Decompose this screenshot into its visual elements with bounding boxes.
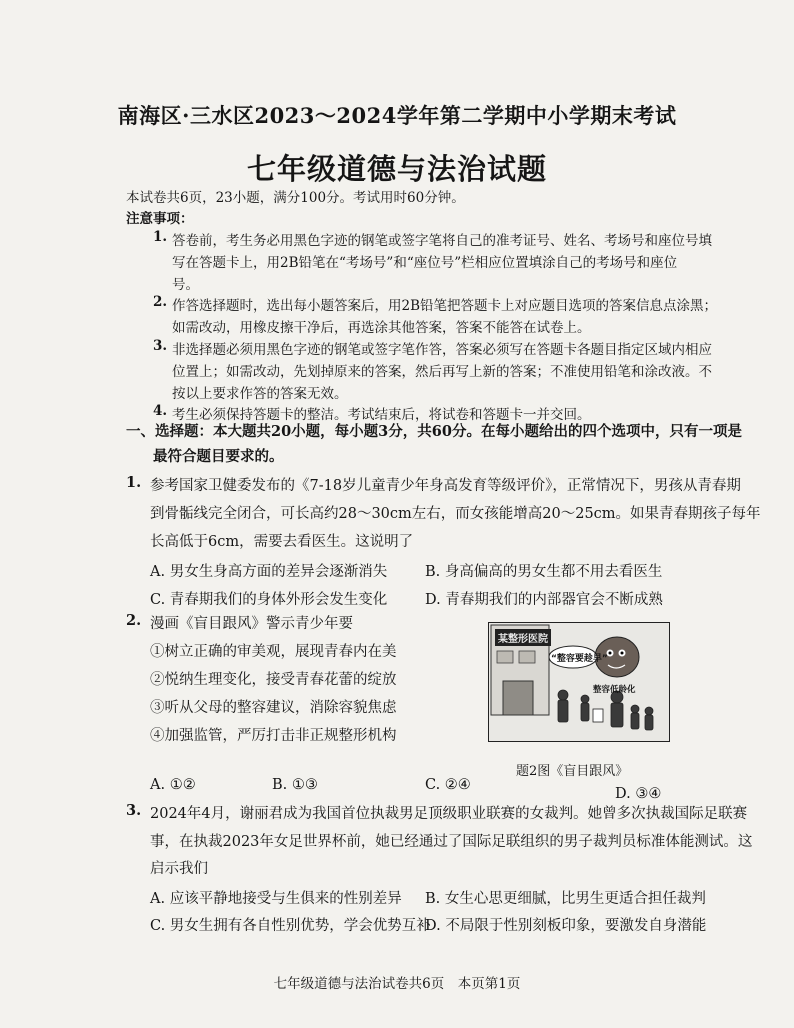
note-number: 3. xyxy=(153,338,168,354)
q3-number: 3. xyxy=(126,802,142,819)
q3-stem-line: 启示我们 xyxy=(150,861,208,877)
q3-stem-line: 事，在执裁2023年女足世界杯前，她已经通过了国际足联组织的男子裁判员标准体能测试。这 xyxy=(150,834,753,850)
q2-stem: 漫画《盲目跟风》警示青少年要 xyxy=(150,616,353,632)
q2-option-a[interactable]: A. ①② xyxy=(150,777,196,793)
note-number: 2. xyxy=(153,294,168,311)
q2-item: ②悦纳生理变化，接受青春花蕾的绽放 xyxy=(150,672,397,688)
note-text: 考生必须保持答题卡的整洁。考试结束后，将试卷和答题卡一并交回。 xyxy=(172,407,591,424)
note-text: 位置上；如需改动，先划掉原来的答案，然后再写上新的答案；不准使用铅笔和涂改液。不 xyxy=(172,363,712,380)
q1-option-d[interactable]: D. 青春期我们的内部器官会不断成熟 xyxy=(425,592,663,608)
page-footer: 七年级道德与法治试卷共6页 本页第1页 xyxy=(273,976,521,992)
q1-option-b[interactable]: B. 身高偏高的男女生都不用去看医生 xyxy=(425,564,663,580)
q3-stem-line: 2024年4月，谢丽君成为我国首位执裁男足顶级职业联赛的女裁判。她曾多次执裁国际足联赛 xyxy=(150,806,748,822)
note-number: 4. xyxy=(153,403,168,420)
q1-stem-line: 长高低于6cm，需要去看医生。这说明了 xyxy=(150,534,414,550)
notes-heading: 注意事项： xyxy=(126,211,194,227)
q2-option-c[interactable]: C. ②④ xyxy=(425,777,471,793)
cartoon-figure xyxy=(488,622,670,742)
cartoon-tag: 整容低龄化 xyxy=(593,685,636,695)
q1-stem-line: 到骨骺线完全闭合，可长高约28～30cm左右，而女孩能增高20～25cm。如果青春期孩子每年 xyxy=(150,506,761,522)
q1-number: 1. xyxy=(126,474,142,491)
note-number: 1. xyxy=(153,229,168,245)
q2-item: ③听从父母的整容建议，消除容貌焦虑 xyxy=(150,700,397,716)
cartoon-sign: 某整形医院 xyxy=(495,629,551,646)
note-text: 非选择题必须用黑色字迹的钢笔或签字笔作答，答案必须写在答题卡各题目指定区域内相应 xyxy=(172,342,712,358)
q3-option-b[interactable]: B. 女生心思更细腻，比男生更适合担任裁判 xyxy=(425,891,706,907)
q1-option-a[interactable]: A. 男女生身高方面的差异会逐渐消失 xyxy=(150,564,388,580)
q2-item: ①树立正确的审美观，展现青春内在美 xyxy=(150,644,397,660)
exam-title: 南海区·三水区2023～2024学年第二学期中小学期末考试 xyxy=(117,103,677,128)
section-heading-cont: 最符合题目要求的。 xyxy=(153,448,284,465)
cartoon-caption: 题2图《盲目跟风》 xyxy=(516,764,629,779)
exam-intro: 本试卷共6页，23小题，满分100分。考试用时60分钟。 xyxy=(126,190,465,206)
q3-option-a[interactable]: A. 应该平静地接受与生俱来的性别差异 xyxy=(150,891,402,907)
q2-item: ④加强监管，严厉打击非正规整形机构 xyxy=(150,728,397,744)
note-text: 如需改动，用橡皮擦干净后，再选涂其他答案，答案不能答在试卷上。 xyxy=(172,320,591,337)
note-text: 号。 xyxy=(172,276,199,293)
q2-number: 2. xyxy=(126,612,142,629)
note-text: 写在答题卡上，用2B铅笔在“考场号”和“座位号”栏相应位置填涂自己的考场号和座位 xyxy=(172,254,678,271)
cartoon-bubble-text: “整容要趁早” xyxy=(551,654,608,664)
q1-stem-line: 参考国家卫健委发布的《7-18岁儿童青少年身高发育等级评价》，正常情况下，男孩从青春期 xyxy=(150,478,741,494)
q3-option-d[interactable]: D. 不局限于性别刻板印象，要激发自身潜能 xyxy=(425,918,707,934)
note-text: 答卷前，考生务必用黑色字迹的钢笔或签字笔将自己的准考证号、姓名、考场号和座位号填 xyxy=(172,233,712,249)
exam-subtitle: 七年级道德与法治试题 xyxy=(246,152,547,186)
section-heading: 一、选择题：本大题共20小题，每小题3分，共60分。在每小题给出的四个选项中，只有一项是 xyxy=(126,423,742,440)
note-text: 作答选择题时，选出每小题答案后，用2B铅笔把答题卡上对应题目选项的答案信息点涂黑； xyxy=(172,298,718,315)
q1-option-c[interactable]: C. 青春期我们的身体外形会发生变化 xyxy=(150,592,388,608)
q2-option-b[interactable]: B. ①③ xyxy=(272,777,318,793)
q2-option-d[interactable]: D. ③④ xyxy=(615,786,662,802)
q3-option-c[interactable]: C. 男女生拥有各自性别优势，学会优势互补 xyxy=(150,918,431,934)
note-text: 按以上要求作答的答案无效。 xyxy=(172,385,348,402)
